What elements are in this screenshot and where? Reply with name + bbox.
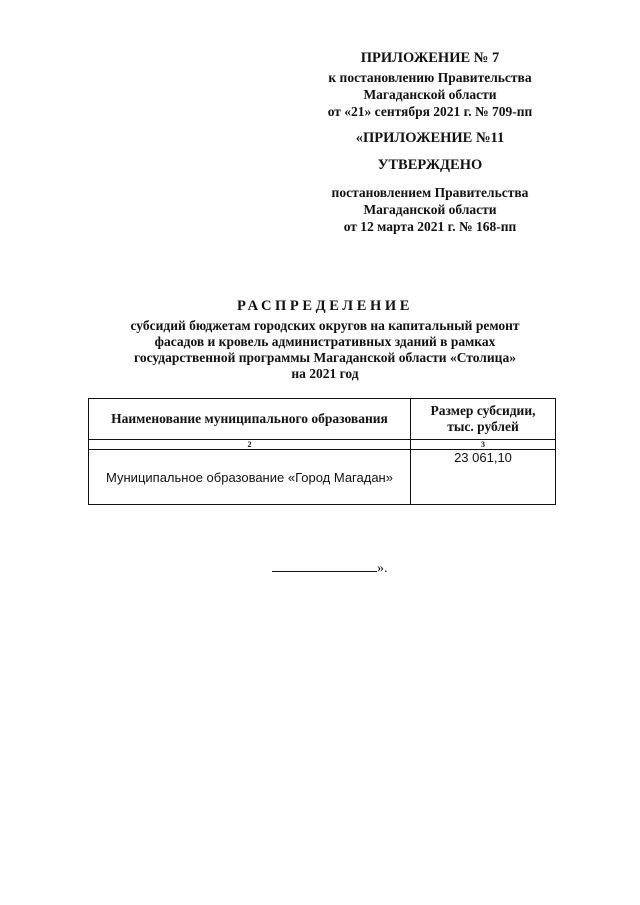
column-number: 3 bbox=[411, 440, 556, 450]
column-header-amount-line: тыс. рублей bbox=[447, 419, 519, 434]
original-date-number: от 12 марта 2021 г. № 168-пп bbox=[343, 219, 517, 234]
appendix-header bbox=[300, 50, 560, 235]
original-resolution-line: постановлением Правительства bbox=[331, 185, 529, 200]
distribution-line: государственной программы Магаданской области «Столица» bbox=[134, 350, 516, 365]
distribution-block bbox=[90, 298, 560, 382]
table-header-row bbox=[89, 399, 556, 440]
closing-mark bbox=[272, 559, 388, 577]
appendix-title: ПРИЛОЖЕНИЕ № 7 bbox=[360, 50, 500, 66]
closing-underline bbox=[272, 559, 377, 572]
column-number-row bbox=[89, 440, 556, 450]
distribution-line: фасадов и кровель административных зданий в рамках bbox=[154, 334, 496, 349]
appendix-region-line: Магаданской области bbox=[363, 87, 497, 102]
distribution-heading: РАСПРЕДЕЛЕНИЕ bbox=[237, 298, 413, 314]
closing-quote: ». bbox=[377, 561, 388, 576]
subsidy-table bbox=[88, 398, 556, 505]
column-header-municipality: Наименование муниципального образования bbox=[89, 399, 411, 440]
original-appendix-title: «ПРИЛОЖЕНИЕ №11 bbox=[355, 130, 505, 146]
table-row bbox=[89, 450, 556, 505]
municipality-name-cell: Муниципальное образование «Город Магадан» bbox=[89, 450, 411, 505]
approved-label: УТВЕРЖДЕНО bbox=[377, 157, 483, 173]
distribution-line: субсидий бюджетам городских округов на капитальный ремонт bbox=[130, 318, 520, 333]
original-region-line: Магаданской области bbox=[363, 202, 497, 217]
column-number: 2 bbox=[89, 440, 411, 450]
subsidy-amount-cell: 23 061,10 bbox=[411, 450, 556, 505]
appendix-resolution-line: к постановлению Правительства bbox=[328, 70, 532, 85]
column-header-amount bbox=[411, 399, 556, 440]
distribution-line: на 2021 год bbox=[291, 366, 359, 381]
appendix-date-number: от «21» сентября 2021 г. № 709-пп bbox=[327, 104, 533, 119]
column-header-amount-line: Размер субсидии, bbox=[430, 403, 536, 418]
